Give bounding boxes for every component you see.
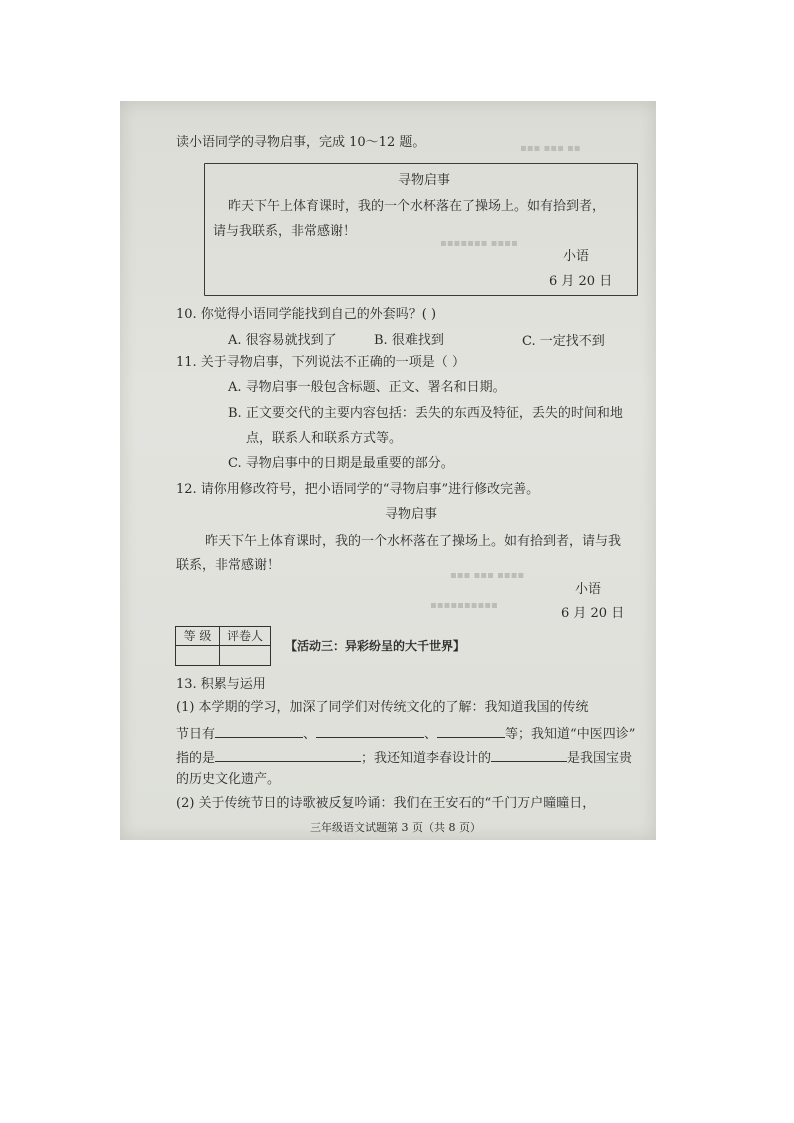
q10-option-b: B. 很难找到	[374, 333, 444, 348]
q12-date: 6 月 20 日	[561, 606, 625, 621]
notice-date: 6 月 20 日	[549, 274, 613, 289]
q13-text: ；我还知道李春设计的	[361, 751, 492, 766]
q13-p1-line2	[176, 724, 635, 743]
grade-header: 等 级	[183, 629, 212, 643]
page-footer: 三年级语文试题第 3 页（共 8 页）	[310, 821, 481, 834]
q12-signature: 小语	[575, 582, 602, 597]
bleed-through-mark: ▪▪▪ ▪▪▪ ▪▪▪▪	[450, 570, 525, 581]
passage-intro: 读小语同学的寻物启事，完成 10～12 题。	[176, 135, 426, 150]
q13-text: 节日有	[176, 727, 216, 742]
notice-body-line1: 昨天下午上体育课时，我的一个水杯落在了操场上。如有拾到者，	[228, 199, 606, 214]
q12-stem: 12. 请你用修改符号，把小语同学的“寻物启事”进行修改完善。	[176, 482, 540, 497]
q11-option-a: A. 寻物启事一般包含标题、正文、署名和日期。	[228, 380, 506, 395]
bleed-through-mark: ▪▪▪▪▪▪▪▪▪▪	[430, 600, 498, 611]
q12-notice-title: 寻物启事	[385, 507, 438, 522]
notice-body-line2: 请与我联系，非常感谢！	[213, 224, 357, 239]
q13-text: 、	[424, 727, 438, 742]
festival-blank-1[interactable]	[215, 724, 303, 738]
table-divider	[176, 645, 270, 646]
activity-three-title: 【活动三：异彩纷呈的大千世界】	[285, 639, 466, 653]
q11-option-c: C. 寻物启事中的日期是最重要的部分。	[228, 456, 454, 471]
q10-stem: 10. 你觉得小语同学能找到自己的外套吗？( )	[176, 307, 437, 322]
bridge-blank[interactable]	[491, 748, 567, 762]
q13-p1-line3	[176, 748, 632, 767]
q13-p2-line1: (2) 关于传统节日的诗歌被反复吟诵：我们在王安石的“千门万户曈曈日，	[176, 796, 596, 811]
bleed-through-mark: ▪▪▪▪▪▪▪ ▪▪▪▪	[440, 238, 518, 249]
q13-title: 13. 积累与运用	[176, 677, 266, 692]
q10-option-a: A. 很容易就找到了	[228, 333, 337, 348]
notice-title: 寻物启事	[398, 173, 451, 188]
q12-notice-line1: 昨天下午上体育课时，我的一个水杯落在了操场上。如有拾到者，请与我	[205, 534, 622, 549]
notice-signature: 小语	[563, 249, 590, 264]
q13-text: 、	[303, 727, 317, 742]
festival-blank-2[interactable]	[316, 724, 424, 738]
q13-text: 等；我知道“中医四诊”	[505, 727, 636, 742]
q13-p1-line4: 的历史文化遗产。	[176, 772, 281, 787]
q11-stem: 11. 关于寻物启事，下列说法不正确的一项是（ ）	[176, 355, 465, 370]
q13-p1-line1: (1) 本学期的学习，加深了同学们对传统文化的了解：我知道我国的传统	[176, 700, 589, 715]
festival-blank-3[interactable]	[437, 724, 505, 738]
q12-notice-line2: 联系，非常感谢！	[176, 558, 281, 573]
grader-header: 评卷人	[226, 629, 263, 643]
bleed-through-mark: ▪▪▪ ▪▪▪ ▪▪	[520, 143, 581, 154]
q11-option-b-line1: B. 正文要交代的主要内容包括：丢失的东西及特征，丢失的时间和地	[228, 406, 623, 421]
q13-text: 指的是	[176, 751, 216, 766]
q13-text: 是我国宝贵	[567, 751, 633, 766]
q10-option-c: C. 一定找不到	[522, 334, 605, 349]
q11-option-b-line2: 点，联系人和联系方式等。	[246, 431, 403, 446]
grade-table	[175, 626, 271, 666]
four-diagnoses-blank[interactable]	[215, 748, 361, 762]
